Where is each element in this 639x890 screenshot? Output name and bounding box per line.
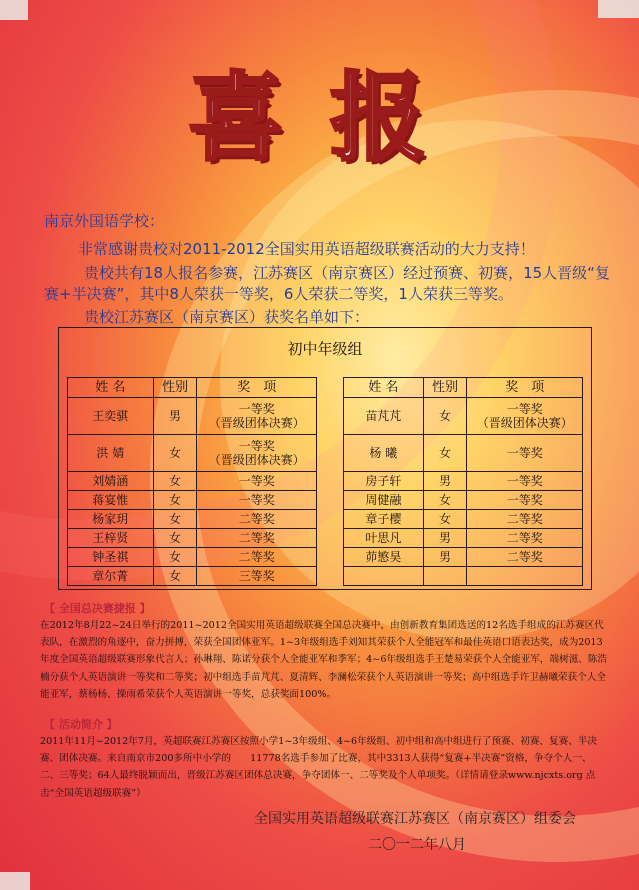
student-award: 二等奖 [197, 529, 317, 548]
headline: 喜报 [188, 61, 472, 174]
final-report-text: 在2012年8月22~24日举行的2011~2012全国实用英语超级联赛全国总决赛中，由创新教育集团选送的12名选手组成的江苏赛区代表队，在激烈的角逐中，奋力拼搏，荣获全国团体亚军。1~3年级组选手刘知其荣获个人全能冠军和最佳英语口语表达奖，成为2013年度全国英语超级联赛形象代言人；孙琳翔、陈诺分获个人全能亚军和季军；4~6年级组选手王楚易荣获个人全能亚军，端树滋、陈浩楠分获个人英语演讲一等奖和二等奖；初中组选手苗芃芃、夏清辉、李澜松荣获个人英语演讲一等奖；高中组选手许卫赫曦荣获个人全能亚军，蔡杨杨、操雨希荣获个人英语演讲一等奖，总获奖面100%。 [40, 620, 608, 700]
award-table-right [343, 377, 583, 586]
header-gender: 性别 [153, 378, 197, 398]
greeting-line: 非常感谢贵校对2011-2012全国实用英语超级联赛活动的大力支持！ [78, 240, 535, 258]
student-award: 一等奖 [467, 472, 583, 491]
signature-date: 二〇一二年八月 [368, 837, 466, 853]
empty-cell [423, 567, 467, 586]
student-name: 蒋宴惟 [68, 491, 154, 510]
student-name: 周健融 [344, 491, 424, 510]
student-name: 房子轩 [344, 472, 424, 491]
student-gender: 女 [153, 567, 197, 586]
student-name: 洪 婧 [68, 435, 154, 472]
student-gender: 女 [153, 472, 197, 491]
greeting-line: 贵校江苏赛区（南京赛区）获奖名单如下： [84, 308, 370, 326]
table-row [344, 472, 583, 491]
table-row [344, 491, 583, 510]
section-title-intro: 【 活动简介 】 [44, 718, 118, 731]
student-award [197, 435, 317, 472]
table-row [344, 548, 583, 567]
student-award: 二等奖 [467, 548, 583, 567]
table-row [68, 472, 317, 491]
award-note: （晋级团体决赛） [208, 416, 305, 430]
student-gender: 女 [423, 510, 467, 529]
student-award: 一等奖 [467, 491, 583, 510]
award-level: 一等奖 [238, 402, 275, 416]
empty-cell [344, 567, 424, 586]
student-name: 章子樱 [344, 510, 424, 529]
student-award [197, 398, 317, 435]
award-table-left [67, 377, 317, 586]
table-row [68, 529, 317, 548]
signature-organizer: 全国实用英语超级联赛江苏赛区（南京赛区）组委会 [254, 811, 576, 827]
group-title: 初中年级组 [287, 340, 363, 358]
student-gender: 女 [153, 510, 197, 529]
student-gender: 女 [153, 529, 197, 548]
student-name: 苗芃芃 [344, 398, 424, 435]
table-row [68, 548, 317, 567]
award-level: 一等奖 [238, 439, 275, 453]
header-name: 姓 名 [344, 378, 424, 398]
table-header-row [68, 378, 317, 398]
student-award: 二等奖 [467, 510, 583, 529]
student-gender: 男 [423, 529, 467, 548]
table-row [344, 529, 583, 548]
student-name: 刘婧涵 [68, 472, 154, 491]
section-title-final-report: 【 全国总决赛捷报 】 [44, 602, 151, 615]
student-gender: 男 [153, 398, 197, 435]
tape-corner [598, 0, 639, 18]
table-row [344, 398, 583, 435]
student-name: 章尔菁 [68, 567, 154, 586]
greeting-line: 赛+半决赛”，其中8人荣获一等奖，6人荣获二等奖，1人荣获三等奖。 [44, 285, 513, 303]
student-gender: 女 [423, 435, 467, 472]
table-row [68, 435, 317, 472]
student-award: 一等奖 [197, 472, 317, 491]
table-row [68, 491, 317, 510]
empty-cell [467, 567, 583, 586]
intro-text: 2011年11月~2012年7月，英超联赛江苏赛区按照小学1~3年级组、4~6年级组、初中组和高中组进行了预赛、初赛、复赛、半决赛、团体决赛。来自南京市200多所中小学的 11778名选手参加了比赛，其中3313人获得“复赛+半决赛”资格，争夺个人一、二、三等奖；64人最终脱颖而出，晋级江苏赛区团体总决赛，争夺团体一、二等奖及个人单项奖。（详情请登录www.njcxts.org 点击“全国英语超级联赛”） [40, 736, 597, 799]
award-list-table [58, 327, 592, 590]
student-name: 王梓贤 [68, 529, 154, 548]
student-award: 二等奖 [197, 510, 317, 529]
header-award: 奖 项 [467, 378, 583, 398]
student-gender: 女 [423, 398, 467, 435]
student-gender: 男 [423, 472, 467, 491]
greeting-line: 贵校共有18人报名参赛，江苏赛区（南京赛区）经过预赛、初赛，15人晋级“复 [84, 264, 610, 282]
student-award: 一等奖 [467, 435, 583, 472]
table-row [68, 567, 317, 586]
student-award: 二等奖 [467, 529, 583, 548]
header-award: 奖 项 [197, 378, 317, 398]
award-level: 一等奖 [506, 402, 543, 416]
student-gender: 女 [153, 435, 197, 472]
student-gender: 女 [153, 548, 197, 567]
student-gender: 男 [423, 548, 467, 567]
tape-corner [0, 872, 30, 890]
student-name: 杨家玥 [68, 510, 154, 529]
student-gender: 女 [423, 491, 467, 510]
table-row [68, 398, 317, 435]
student-name: 叶思凡 [344, 529, 424, 548]
table-header-row [344, 378, 583, 398]
student-gender: 女 [153, 491, 197, 510]
header-gender: 性别 [423, 378, 467, 398]
student-name: 王奕骐 [68, 398, 154, 435]
tape-corner [0, 0, 28, 20]
student-award: 一等奖 [197, 491, 317, 510]
award-note: （晋级团体决赛） [476, 416, 573, 430]
award-note: （晋级团体决赛） [208, 453, 305, 467]
student-name: 茆慜昊 [344, 548, 424, 567]
student-name: 钟圣祺 [68, 548, 154, 567]
header-name: 姓 名 [68, 378, 154, 398]
table-row [344, 435, 583, 472]
table-row [344, 567, 583, 586]
greeting-addressee: 南京外国语学校： [44, 212, 165, 230]
student-award: 二等奖 [197, 548, 317, 567]
table-row [68, 510, 317, 529]
table-row [344, 510, 583, 529]
student-award: 三等奖 [197, 567, 317, 586]
student-name: 杨 曦 [344, 435, 424, 472]
student-award [467, 398, 583, 435]
